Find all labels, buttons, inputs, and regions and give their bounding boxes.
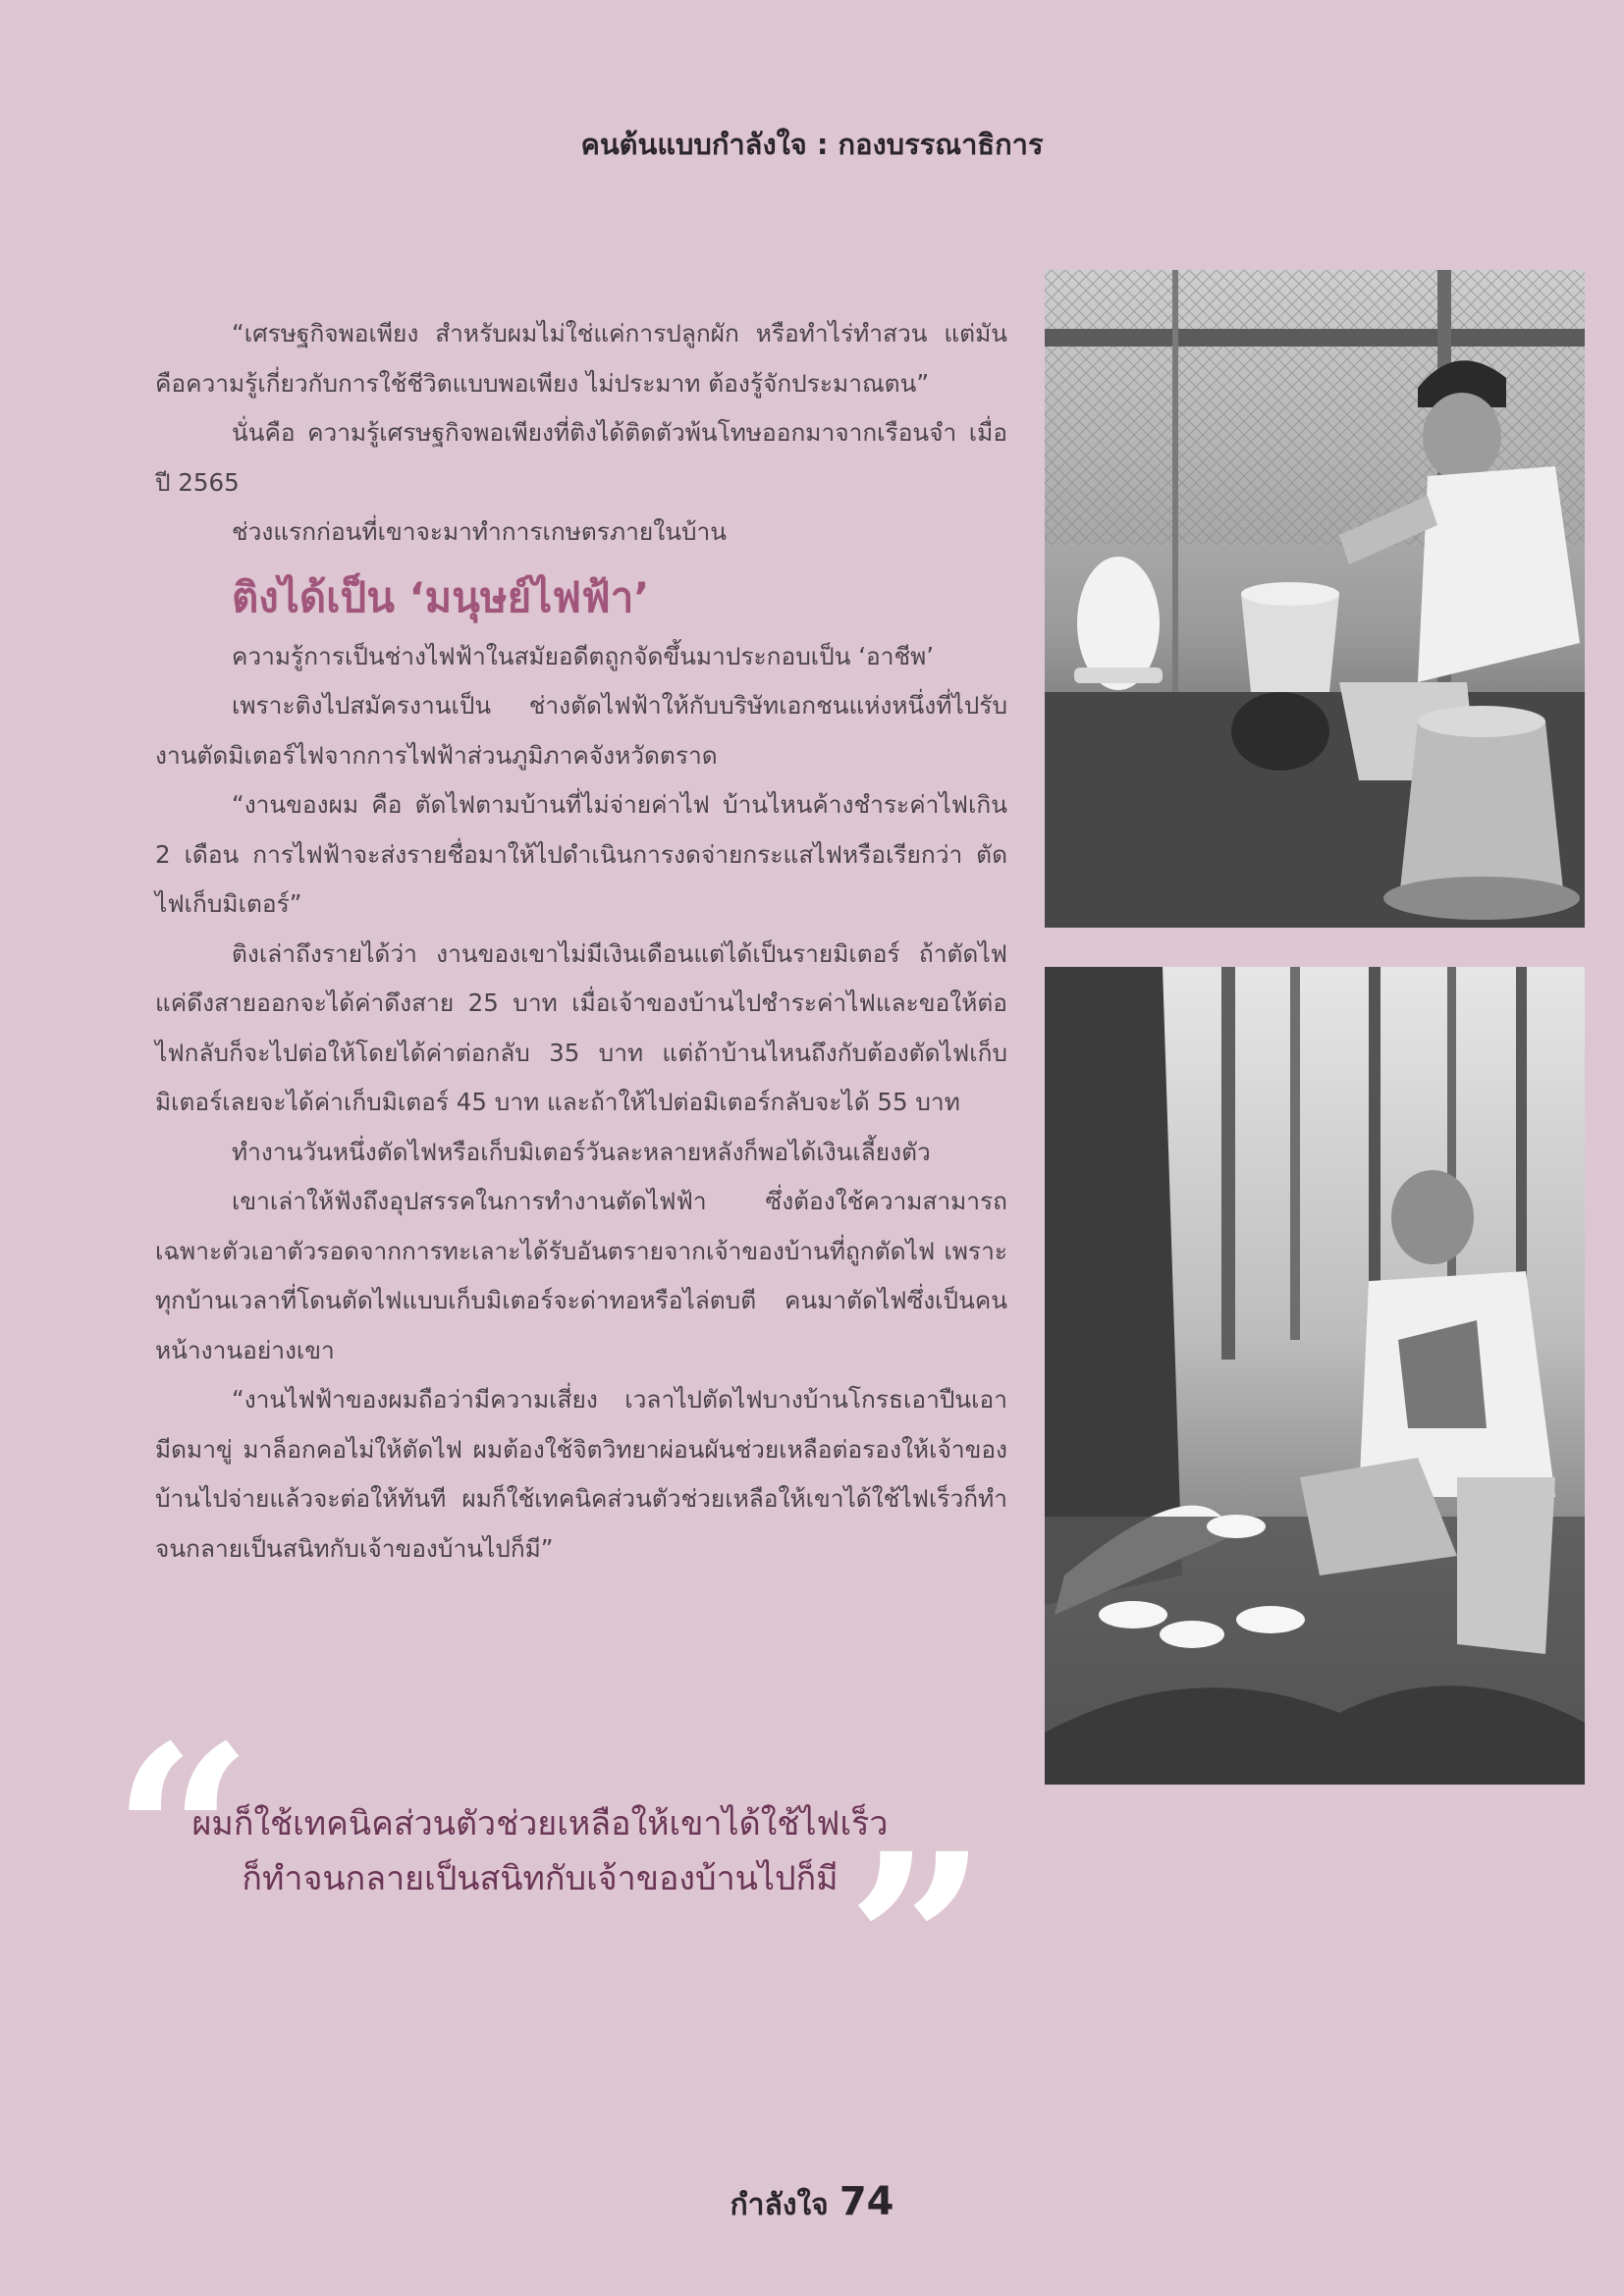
pull-quote-line: ผมก็ใช้เทคนิคส่วนตัวช่วยเหลือให้เขาได้ใช้ไฟเร็ว xyxy=(191,1804,889,1843)
open-quote-mark: “ xyxy=(112,1691,253,1980)
paragraph: “เศรษฐกิจพอเพียง สำหรับผมไม่ใช่แค่การปลูกผัก หรือทำไร่ทำสวน แต่มันคือความรู้เกี่ยวกับการใช้ชีวิตแบบพอเพียง ไม่ประมาท ต้องรู้จักประมาณตน” xyxy=(155,319,1007,398)
paragraph: เพราะติงไปสมัครงานเป็น ช่างตัดไฟฟ้าให้กับบริษัทเอกชนแห่งหนึ่งที่ไปรับงานตัดมิเตอร์ไฟจากการไฟฟ้าส่วนภูมิภาคจังหวัดตราด xyxy=(155,691,1007,770)
paragraph: ช่วงแรกก่อนที่เขาจะมาทำการเกษตรภายในบ้าน xyxy=(232,517,727,546)
pull-quote-line: ก็ทำจนกลายเป็นสนิทกับเจ้าของบ้านไปก็มี xyxy=(242,1859,839,1898)
paragraph: เขาเล่าให้ฟังถึงอุปสรรคในการทำงานตัดไฟฟ้า ซึ่งต้องใช้ความสามารถเฉพาะตัวเอาตัวรอดจากการทะเลาะได้รับอันตรายจากเจ้าของบ้านที่ถูกตัดไฟ เพราะทุกบ้านเวลาที่โดนตัดไฟแบบเก็บมิเตอร์จะด่าทอหรือไล่ตบตี คนมาตัดไฟซึ่งเป็นคนหน้างานอย่างเขา xyxy=(155,1187,1007,1364)
paragraph: “งานของผม คือ ตัดไฟตามบ้านที่ไม่จ่ายค่าไฟ บ้านไหนค้างชำระค่าไฟเกิน 2 เดือน การไฟฟ้าจะส่งรายชื่อมาให้ไปดำเนินการงดจ่ายกระแสไฟหรือเรียกว่า ตัดไฟเก็บมิเตอร์” xyxy=(155,790,1007,918)
close-quote-mark: ” xyxy=(846,1799,988,2088)
page-header: คนต้นแบบกำลังใจ : กองบรรณาธิการ xyxy=(580,128,1044,161)
paragraph: ความรู้การเป็นช่างไฟฟ้าในสมัยอดีตถูกจัดขึ้นมาประกอบเป็น ‘อาชีพ’ xyxy=(232,641,935,670)
magazine-name: กำลังใจ xyxy=(730,2188,829,2222)
paragraph: นั่นคือ ความรู้เศรษฐกิจพอเพียงที่ติงได้ติดตัวพ้นโทษออกมาจากเรือนจำ เมื่อปี 2565 xyxy=(155,418,1007,497)
page-footer xyxy=(0,2179,1624,2228)
paragraph: “งานไฟฟ้าของผมถือว่ามีความเสี่ยง เวลาไปตัดไฟบางบ้านโกรธเอาปืนเอามีดมาขู่ มาล็อกคอไม่ให้ตัดไฟ ผมต้องใช้จิตวิทยาผ่อนผันช่วยเหลือต่อรองให้เจ้าของบ้านไปจ่ายแล้วจะต่อให้ทันที ผมก็ใช้เทคนิคส่วนตัวช่วยเหลือให้เขาได้ใช้ไฟเร็วก็ทำจนกลายเป็นสนิทกับเจ้าของบ้านไปก็มี” xyxy=(155,1385,1007,1563)
section-heading: ติงได้เป็น ‘มนุษย์ไฟฟ้า’ xyxy=(232,572,650,621)
page-number: 74 xyxy=(839,2179,894,2224)
photo-chicken-coop xyxy=(1045,270,1585,928)
pull-quote xyxy=(147,1796,933,1906)
paragraph: ติงเล่าถึงรายได้ว่า งานของเขาไม่มีเงินเดือนแต่ได้เป็นรายมิเตอร์ ถ้าตัดไฟแค่ดึงสายออกจะได้ค่าดึงสาย 25 บาท เมื่อเจ้าของบ้านไปชำระค่าไฟและขอให้ต่อไฟกลับก็จะไปต่อให้โดยได้ค่าต่อกลับ 35 บาท แต่ถ้าบ้านไหนถึงกับต้องตัดไฟเก็บมิเตอร์เลยจะได้ค่าเก็บมิเตอร์ 45 บาท และถ้าให้ไปต่อมิเตอร์กลับจะได้ 55 บาท xyxy=(155,938,1007,1116)
photo-rubber-plantation xyxy=(1045,967,1585,1785)
paragraph: ทำงานวันหนึ่งตัดไฟหรือเก็บมิเตอร์วันละหลายหลังก็พอได้เงินเลี้ยงตัว xyxy=(232,1137,931,1166)
article-body xyxy=(155,309,1007,1574)
